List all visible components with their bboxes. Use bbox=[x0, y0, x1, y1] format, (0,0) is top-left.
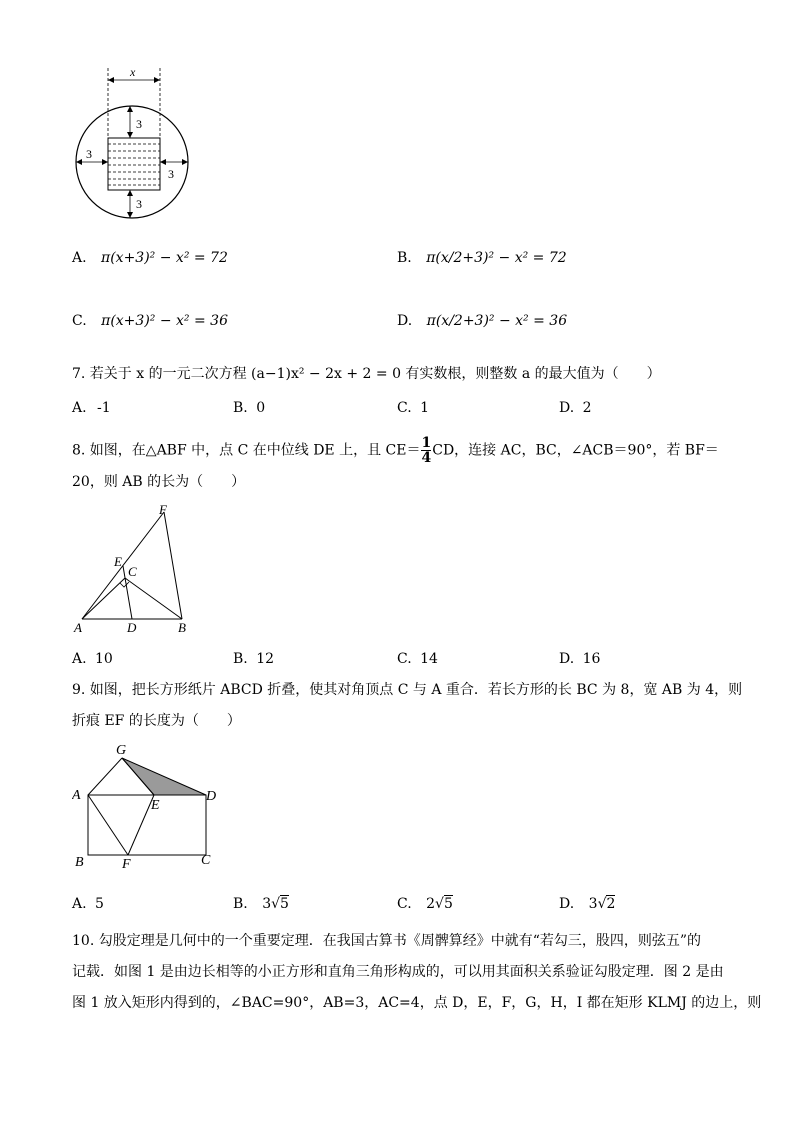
q6-dim-right: 3 bbox=[168, 167, 174, 181]
q9-label-e: E bbox=[151, 798, 160, 813]
q7-option-d[interactable] bbox=[559, 398, 592, 418]
q6-x-label: x bbox=[130, 65, 136, 79]
q7-question-text: 7. 若关于 x 的一元二次方程 (a−1)x² − 2x + 2 = 0 有实数根，则整数 a 的最大值为（ ） bbox=[72, 366, 661, 382]
option-letter: B. bbox=[233, 651, 248, 667]
q6-option-c[interactable] bbox=[72, 311, 228, 331]
q8-option-b[interactable] bbox=[233, 649, 274, 669]
option-letter: A. bbox=[72, 651, 87, 667]
q6-option-b[interactable] bbox=[397, 248, 567, 268]
option-formula: π(x+3)² − x² = 36 bbox=[101, 313, 228, 329]
q8-question-line2: 20，则 AB 的长为（ ） bbox=[72, 474, 246, 490]
q8-label-e: E bbox=[114, 554, 122, 569]
q7-option-a[interactable] bbox=[72, 398, 111, 418]
option-letter: D. bbox=[397, 313, 413, 329]
q9-fold-figure bbox=[72, 740, 232, 872]
option-radicand: 5 bbox=[280, 896, 289, 912]
q6-circle-figure bbox=[72, 64, 196, 224]
q9-label-f: F bbox=[122, 857, 131, 872]
q8-option-a[interactable] bbox=[72, 649, 113, 669]
q9-question-line1: 9. 如图，把长方形纸片 ABCD 折叠，使其对角顶点 C 与 A 重合．若长方形的长 BC 为 8，宽 AB 为 4，则 bbox=[72, 682, 743, 698]
q7-option-b[interactable] bbox=[233, 398, 265, 418]
option-letter: A. bbox=[72, 400, 87, 416]
q10-question-line2: 记载．如图 1 是由边长相等的小正方形和直角三角形构成的，可以用其面积关系验证勾股定理．图 2 是由 bbox=[72, 964, 724, 980]
q6-dim-left: 3 bbox=[86, 147, 92, 161]
q8-fraction bbox=[421, 436, 431, 465]
option-radicand: 2 bbox=[606, 896, 616, 912]
q9-label-c: C bbox=[201, 853, 211, 868]
q9-option-c[interactable] bbox=[397, 894, 453, 914]
q6-dim-bottom: 3 bbox=[136, 197, 142, 211]
q8-label-d: D bbox=[127, 620, 137, 635]
q8-option-c[interactable] bbox=[397, 649, 438, 669]
q9-label-d: D bbox=[206, 789, 217, 804]
option-letter: D. bbox=[559, 896, 575, 912]
option-coef: 3 bbox=[262, 896, 272, 912]
option-value: 10 bbox=[95, 651, 113, 667]
option-letter: C. bbox=[72, 313, 87, 329]
sqrt-icon: √ bbox=[435, 896, 444, 912]
q9-label-g: G bbox=[116, 743, 127, 758]
q7-option-c[interactable] bbox=[397, 398, 429, 418]
q9-option-b[interactable] bbox=[233, 894, 289, 914]
option-value: 14 bbox=[420, 651, 438, 667]
option-value: 2 bbox=[582, 400, 592, 416]
q8-question-line1 bbox=[72, 436, 719, 465]
option-letter: D. bbox=[559, 651, 575, 667]
option-letter: B. bbox=[397, 250, 412, 266]
option-formula: π(x+3)² − x² = 72 bbox=[101, 250, 228, 266]
option-value: 0 bbox=[256, 400, 266, 416]
q6-dim-top: 3 bbox=[136, 117, 142, 131]
option-formula: π(x/2+3)² − x² = 36 bbox=[426, 313, 568, 329]
q8-frac-num: 1 bbox=[421, 435, 432, 451]
option-coef: 2 bbox=[426, 896, 436, 912]
q6-option-a[interactable] bbox=[72, 248, 228, 268]
option-letter: C. bbox=[397, 400, 412, 416]
option-value: 12 bbox=[256, 651, 275, 667]
q8-frac-den: 4 bbox=[421, 450, 432, 466]
q6-option-d[interactable] bbox=[397, 311, 567, 331]
q8-text-tail: CD，连接 AC，BC，∠ACB＝90°，若 BF＝ bbox=[432, 442, 719, 459]
option-value: 1 bbox=[420, 400, 430, 416]
q8-option-d[interactable] bbox=[559, 649, 600, 669]
option-value: 16 bbox=[582, 651, 601, 667]
sqrt-icon: √ bbox=[597, 896, 607, 912]
q9-question-line2: 折痕 EF 的长度为（ ） bbox=[72, 713, 241, 729]
q8-label-f: F bbox=[159, 502, 167, 517]
option-letter: A. bbox=[72, 896, 87, 912]
option-letter: A. bbox=[72, 250, 87, 266]
option-letter: B. bbox=[233, 400, 248, 416]
q9-label-b: B bbox=[75, 855, 84, 870]
q9-option-a[interactable] bbox=[72, 894, 104, 914]
q8-label-b: B bbox=[178, 620, 186, 635]
q8-triangle-figure bbox=[72, 502, 196, 636]
q8-text-head: 8. 如图，在△ABF 中，点 C 在中位线 DE 上，且 CE＝ bbox=[72, 442, 421, 459]
option-value: -1 bbox=[97, 400, 111, 416]
option-formula: π(x/2+3)² − x² = 72 bbox=[426, 250, 567, 266]
option-value: 5 bbox=[95, 896, 104, 912]
q9-label-a: A bbox=[72, 788, 81, 803]
q8-label-a: A bbox=[74, 620, 82, 635]
option-letter: B. bbox=[233, 896, 248, 912]
q8-label-c: C bbox=[128, 564, 137, 579]
q10-question-line1: 10. 勾股定理是几何中的一个重要定理．在我国古算书《周髀算经》中就有“若勾三，股四，则弦五”的 bbox=[72, 933, 702, 949]
option-letter: C. bbox=[397, 651, 412, 667]
option-radicand: 5 bbox=[443, 896, 453, 912]
sqrt-icon: √ bbox=[271, 896, 281, 912]
option-letter: D. bbox=[559, 400, 575, 416]
option-letter: C. bbox=[397, 896, 412, 912]
q9-option-d[interactable] bbox=[559, 894, 615, 914]
q10-question-line3: 图 1 放入矩形内得到的，∠BAC=90°，AB=3，AC=4，点 D，E，F，G，H，I 都在矩形 KLMJ 的边上，则 bbox=[72, 995, 762, 1011]
option-coef: 3 bbox=[588, 896, 598, 912]
